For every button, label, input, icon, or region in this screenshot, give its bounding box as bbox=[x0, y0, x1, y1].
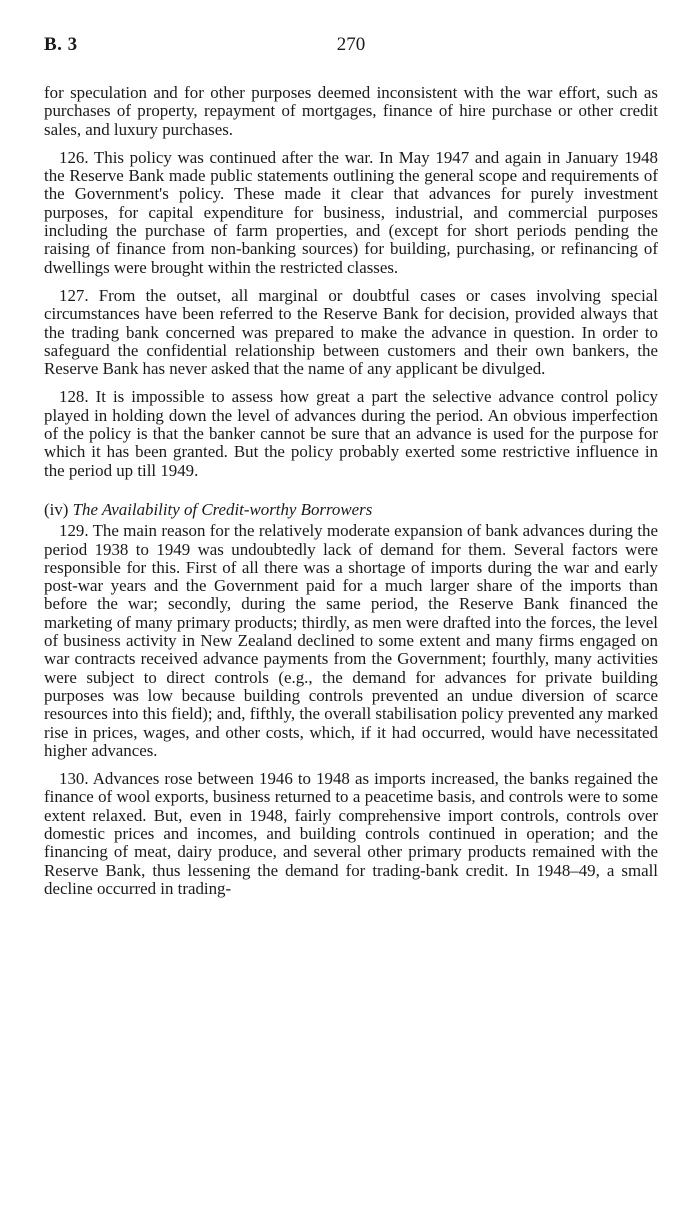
subheading-title: The Availability of Credit-worthy Borrowers bbox=[72, 499, 373, 519]
paragraph-127: 127. From the outset, all marginal or doubtful cases or cases involving special circumstances have been referred to the Reserve Bank for decision, provided always that the trading bank concerned was prepared to make the advance in question. In order to safeguard the confidential relationship between customers and their own bankers, the Reserve Bank has never asked that the name of any applicant be divulged. bbox=[44, 285, 658, 379]
paragraph-130: 130. Advances rose between 1946 to 1948 as imports increased, the banks regained the finance of wool exports, business returned to a peacetime basis, and controls were to some extent relaxed. But, even in 1948, fairly comprehensive import controls, controls over domestic prices and incomes, and building controls continued in operation; and the financing of meat, dairy produce, and several other primary products remained with the Reserve Bank, thus lessening the demand for trading-bank credit. In 1948–49, a small decline occurred in trading- bbox=[44, 769, 658, 898]
paragraph-128: 128. It is impossible to assess how great a part the selective advance control policy played in holding down the level of advances during the period. An obvious imperfection of the policy is that the banker cannot be sure that an advance is used for the purpose for which it has been granted. But the policy probably exerted some restrictive influence in the period up till 1949. bbox=[44, 387, 658, 480]
page-header bbox=[44, 34, 658, 58]
paragraph-continuation: for speculation and for other purposes deemed inconsistent with the war effort, such as purchases of property, repayment of mortgages, finance of hire purchase or other credit sales, and luxury purchases. bbox=[44, 83, 658, 139]
paragraph-129: 129. The main reason for the relatively moderate expansion of bank advances during the period 1938 to 1949 was undoubtedly lack of demand for them. Several factors were responsible for this. First of all there was a shortage of imports during the war and early post-war years and the Government paid for a much larger share of the imports than before the war; secondly, during the same period, the Reserve Bank financed the marketing of many primary products; thirdly, as men were drafted into the forces, the level of business activity in New Zealand declined to some extent and many firms engaged on war contracts received advance payments from the Government; fourthly, many activities were subject to direct controls (e.g., the demand for advances for private building purposes was low because building controls prevented an undue diversion of scarce resources into this field); and, fifthly, the overall stabilisation policy prevented any marked rise in prices, wages, and other costs, which, if it had occurred, would have necessitated higher advances. bbox=[44, 521, 658, 760]
section-id: B. 3 bbox=[44, 34, 78, 55]
section-subheading bbox=[44, 501, 658, 519]
paragraph-126: 126. This policy was continued after the war. In May 1947 and again in January 1948 the Reserve Bank made public statements outlining the general scope and requirements of the Government's policy. These made it clear that advances for purely investment purposes, for capital expenditure for business, industrial, and commercial purposes including the purchase of farm properties, and (except for short periods pending the raising of finance from non-banking sources) for building, purchasing, or refinancing of dwellings were brought within the restricted classes. bbox=[44, 147, 658, 277]
subheading-number: (iv) bbox=[44, 499, 73, 519]
page-number: 270 bbox=[336, 34, 366, 55]
page-body bbox=[44, 84, 658, 898]
